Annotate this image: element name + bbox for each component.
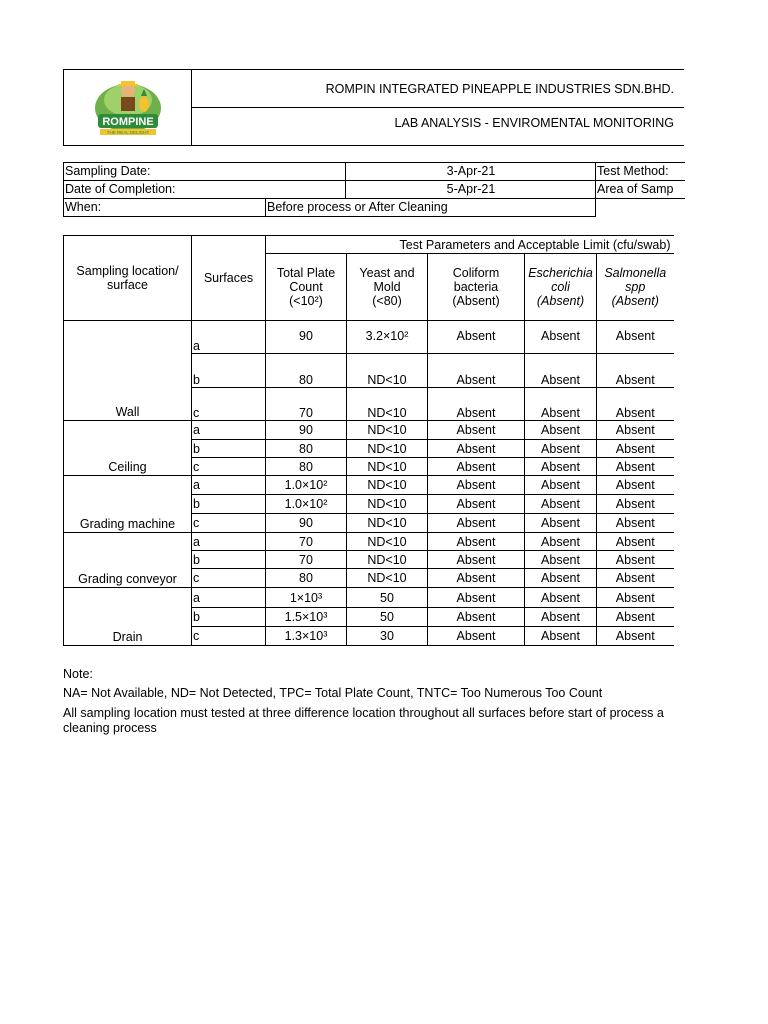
salmonella-cell: Absent	[597, 495, 674, 514]
tpc-cell: 70	[266, 533, 347, 551]
ecoli-cell: Absent	[525, 514, 597, 533]
coliform-cell: Absent	[428, 476, 525, 495]
coliform-cell: Absent	[428, 533, 525, 551]
yeast-mold-cell: 30	[347, 627, 428, 646]
salmonella-cell: Absent	[597, 458, 674, 476]
yeast-mold-cell: ND<10	[347, 514, 428, 533]
coliform-cell: Absent	[428, 440, 525, 458]
yeast-mold-cell: ND<10	[347, 476, 428, 495]
location-cell: Grading conveyor	[64, 533, 192, 588]
note-line-2: cleaning process	[63, 721, 157, 735]
tpc-cell: 80	[266, 458, 347, 476]
location-cell: Wall	[64, 321, 192, 421]
sampling-date-value: 3-Apr-21	[345, 162, 596, 181]
col-header-salmonella: Salmonella spp (Absent)	[597, 254, 674, 321]
ecoli-cell: Absent	[525, 533, 597, 551]
surface-cell: c	[192, 458, 266, 476]
salmonella-cell: Absent	[597, 533, 674, 551]
coliform-cell: Absent	[428, 458, 525, 476]
note-title: Note:	[63, 667, 93, 681]
tpc-cell: 1.3×10³	[266, 627, 347, 646]
surface-cell: c	[192, 569, 266, 588]
coliform-cell: Absent	[428, 627, 525, 646]
tpc-cell: 1.0×10²	[266, 476, 347, 495]
when-value: Before process or After Cleaning	[265, 198, 596, 217]
col-header-surfaces: Surfaces	[192, 236, 266, 321]
results-table	[63, 235, 674, 646]
surface-cell: a	[192, 588, 266, 608]
col-header-ecoli: Escherichia coli (Absent)	[525, 254, 597, 321]
note-line-1: All sampling location must tested at three difference location throughout all surfaces before start of process a	[63, 706, 664, 720]
salmonella-cell: Absent	[597, 588, 674, 608]
surface-cell: c	[192, 627, 266, 646]
surface-cell: b	[192, 354, 266, 388]
salmonella-cell: Absent	[597, 569, 674, 588]
tpc-cell: 90	[266, 514, 347, 533]
tpc-cell: 90	[266, 421, 347, 440]
company-row	[192, 70, 684, 108]
ecoli-cell: Absent	[525, 440, 597, 458]
coliform-cell: Absent	[428, 514, 525, 533]
surface-cell: b	[192, 608, 266, 627]
test-method-label: Test Method:	[595, 162, 685, 181]
salmonella-cell: Absent	[597, 388, 674, 421]
coliform-cell: Absent	[428, 608, 525, 627]
yeast-mold-cell: ND<10	[347, 354, 428, 388]
completion-date-label: Date of Completion:	[63, 180, 346, 199]
table-row	[64, 588, 674, 608]
tpc-cell: 70	[266, 551, 347, 569]
ecoli-cell: Absent	[525, 627, 597, 646]
tpc-cell: 90	[266, 321, 347, 354]
logo-tagline: THE REAL DELIGHT	[106, 130, 150, 135]
coliform-cell: Absent	[428, 321, 525, 354]
tpc-cell: 80	[266, 354, 347, 388]
coliform-cell: Absent	[428, 588, 525, 608]
logo-wordmark: ROMPINE	[102, 116, 154, 128]
ecoli-cell: Absent	[525, 388, 597, 421]
ecoli-cell: Absent	[525, 421, 597, 440]
sampling-info	[63, 162, 683, 217]
yeast-mold-cell: 3.2×10²	[347, 321, 428, 354]
tpc-cell: 1×10³	[266, 588, 347, 608]
salmonella-cell: Absent	[597, 440, 674, 458]
salmonella-cell: Absent	[597, 627, 674, 646]
location-cell: Ceiling	[64, 421, 192, 476]
salmonella-cell: Absent	[597, 551, 674, 569]
table-row	[64, 533, 674, 551]
tpc-cell: 80	[266, 569, 347, 588]
surface-cell: a	[192, 321, 266, 354]
coliform-cell: Absent	[428, 354, 525, 388]
surface-cell: b	[192, 440, 266, 458]
salmonella-cell: Absent	[597, 421, 674, 440]
yeast-mold-cell: ND<10	[347, 569, 428, 588]
col-header-tpc: Total Plate Count (<10²)	[266, 254, 347, 321]
coliform-cell: Absent	[428, 551, 525, 569]
surface-cell: b	[192, 495, 266, 514]
params-header: Test Parameters and Acceptable Limit (cfu/swab)	[266, 236, 674, 254]
salmonella-cell: Absent	[597, 514, 674, 533]
salmonella-cell: Absent	[597, 476, 674, 495]
logo-cell	[64, 70, 192, 145]
table-row	[64, 421, 674, 440]
yeast-mold-cell: ND<10	[347, 495, 428, 514]
location-cell: Drain	[64, 588, 192, 646]
sampling-date-label: Sampling Date:	[63, 162, 346, 181]
document-title: LAB ANALYSIS - ENVIROMENTAL MONITORING	[394, 116, 674, 130]
tpc-cell: 70	[266, 388, 347, 421]
area-of-sampling-label: Area of Samp	[595, 180, 685, 199]
when-label: When:	[63, 198, 266, 217]
yeast-mold-cell: ND<10	[347, 388, 428, 421]
yeast-mold-cell: ND<10	[347, 458, 428, 476]
yeast-mold-cell: 50	[347, 588, 428, 608]
ecoli-cell: Absent	[525, 588, 597, 608]
coliform-cell: Absent	[428, 421, 525, 440]
company-logo	[64, 70, 191, 145]
document-header	[63, 69, 684, 146]
tpc-cell: 1.5×10³	[266, 608, 347, 627]
yeast-mold-cell: ND<10	[347, 533, 428, 551]
col-header-location: Sampling location/ surface	[64, 236, 192, 321]
company-name: ROMPIN INTEGRATED PINEAPPLE INDUSTRIES SDN.BHD.	[325, 82, 674, 96]
coliform-cell: Absent	[428, 569, 525, 588]
ecoli-cell: Absent	[525, 495, 597, 514]
surface-cell: a	[192, 533, 266, 551]
ecoli-cell: Absent	[525, 608, 597, 627]
tpc-cell: 1.0×10²	[266, 495, 347, 514]
yeast-mold-cell: ND<10	[347, 440, 428, 458]
surface-cell: c	[192, 514, 266, 533]
location-cell: Grading machine	[64, 476, 192, 533]
col-header-coliform: Coliform bacteria (Absent)	[428, 254, 525, 321]
surface-cell: a	[192, 476, 266, 495]
tpc-cell: 80	[266, 440, 347, 458]
ecoli-cell: Absent	[525, 458, 597, 476]
surface-cell: a	[192, 421, 266, 440]
salmonella-cell: Absent	[597, 321, 674, 354]
ecoli-cell: Absent	[525, 321, 597, 354]
table-row	[64, 321, 674, 354]
ecoli-cell: Absent	[525, 569, 597, 588]
salmonella-cell: Absent	[597, 354, 674, 388]
table-row	[64, 476, 674, 495]
col-header-yeast-mold: Yeast and Mold (<80)	[347, 254, 428, 321]
yeast-mold-cell: ND<10	[347, 551, 428, 569]
yeast-mold-cell: ND<10	[347, 421, 428, 440]
surface-cell: c	[192, 388, 266, 421]
completion-date-value: 5-Apr-21	[345, 180, 596, 199]
ecoli-cell: Absent	[525, 476, 597, 495]
salmonella-cell: Absent	[597, 608, 674, 627]
ecoli-cell: Absent	[525, 354, 597, 388]
yeast-mold-cell: 50	[347, 608, 428, 627]
coliform-cell: Absent	[428, 388, 525, 421]
ecoli-cell: Absent	[525, 551, 597, 569]
coliform-cell: Absent	[428, 495, 525, 514]
note-abbreviations: NA= Not Available, ND= Not Detected, TPC= Total Plate Count, TNTC= Too Numerous Too Count	[63, 686, 603, 700]
surface-cell: b	[192, 551, 266, 569]
